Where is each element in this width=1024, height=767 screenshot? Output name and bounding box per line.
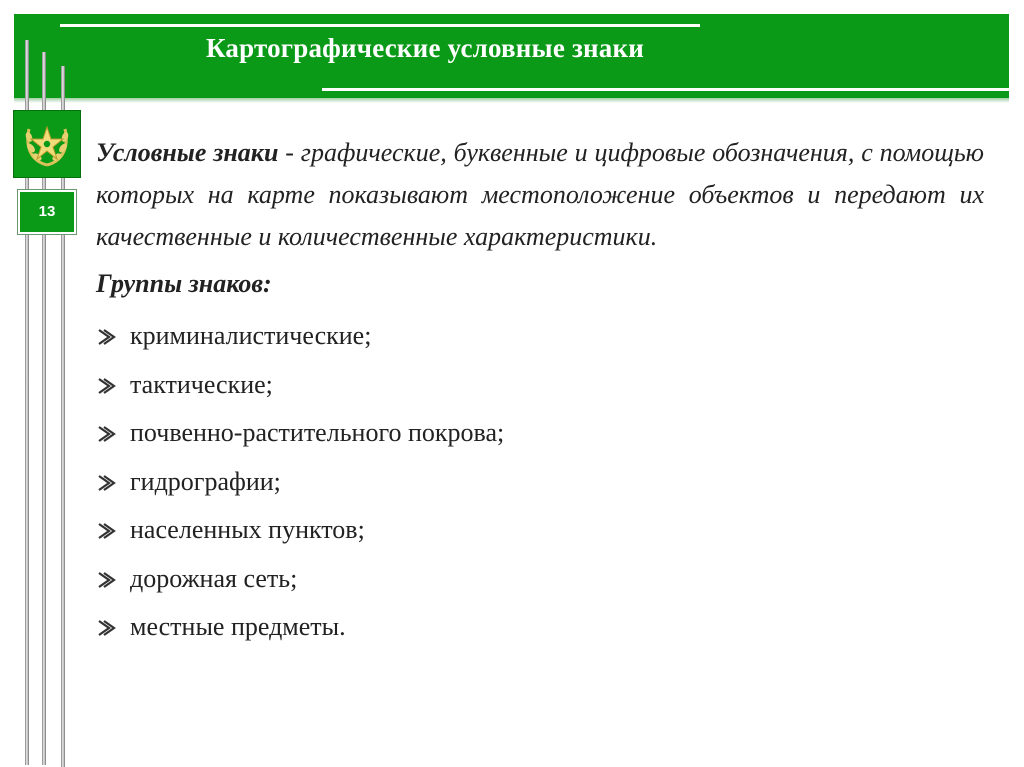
list-item	[96, 361, 984, 410]
chevron-right-icon	[97, 572, 117, 588]
list-item-label: почвенно-растительного покрова;	[130, 418, 505, 447]
chevron-right-icon	[97, 475, 117, 491]
list-item	[96, 506, 984, 555]
list-item-label: дорожная сеть;	[130, 563, 298, 593]
slide-content	[96, 132, 984, 652]
page-number-badge	[18, 190, 76, 234]
list-item	[96, 458, 984, 507]
list-item-label: населенных пунктов;	[130, 515, 365, 544]
list-item-label: местные предметы.	[130, 612, 346, 641]
definition-paragraph	[96, 132, 984, 258]
list-item	[96, 409, 984, 458]
chevron-right-icon	[97, 620, 117, 636]
groups-list	[96, 312, 984, 652]
list-item	[96, 603, 984, 652]
chevron-right-icon	[97, 329, 117, 345]
list-item-label: гидрографии;	[130, 466, 281, 496]
page-title: Картографические условные знаки	[206, 33, 644, 63]
header-decor-line-bottom	[322, 88, 1012, 91]
list-item-label: тактические;	[130, 369, 273, 399]
wheat-wreath-emblem-icon	[13, 110, 81, 178]
chevron-right-icon	[97, 426, 117, 442]
list-item-label: криминалистические;	[130, 321, 372, 350]
chevron-right-icon	[97, 523, 117, 539]
header-shadow	[14, 98, 1009, 103]
list-item	[96, 555, 984, 604]
groups-heading: Группы знаков:	[96, 269, 272, 298]
page-number: 13	[38, 203, 56, 220]
chevron-right-icon	[97, 378, 117, 394]
header-decor-line-top	[60, 24, 700, 27]
list-item	[96, 312, 984, 361]
definition-term: Условные знаки	[96, 138, 279, 167]
definition-text: - графические, буквенные и цифровые обозначения, с помощью которых на карте показывают местоположение объектов и передают их качественные и количественные характеристики.	[96, 138, 985, 251]
